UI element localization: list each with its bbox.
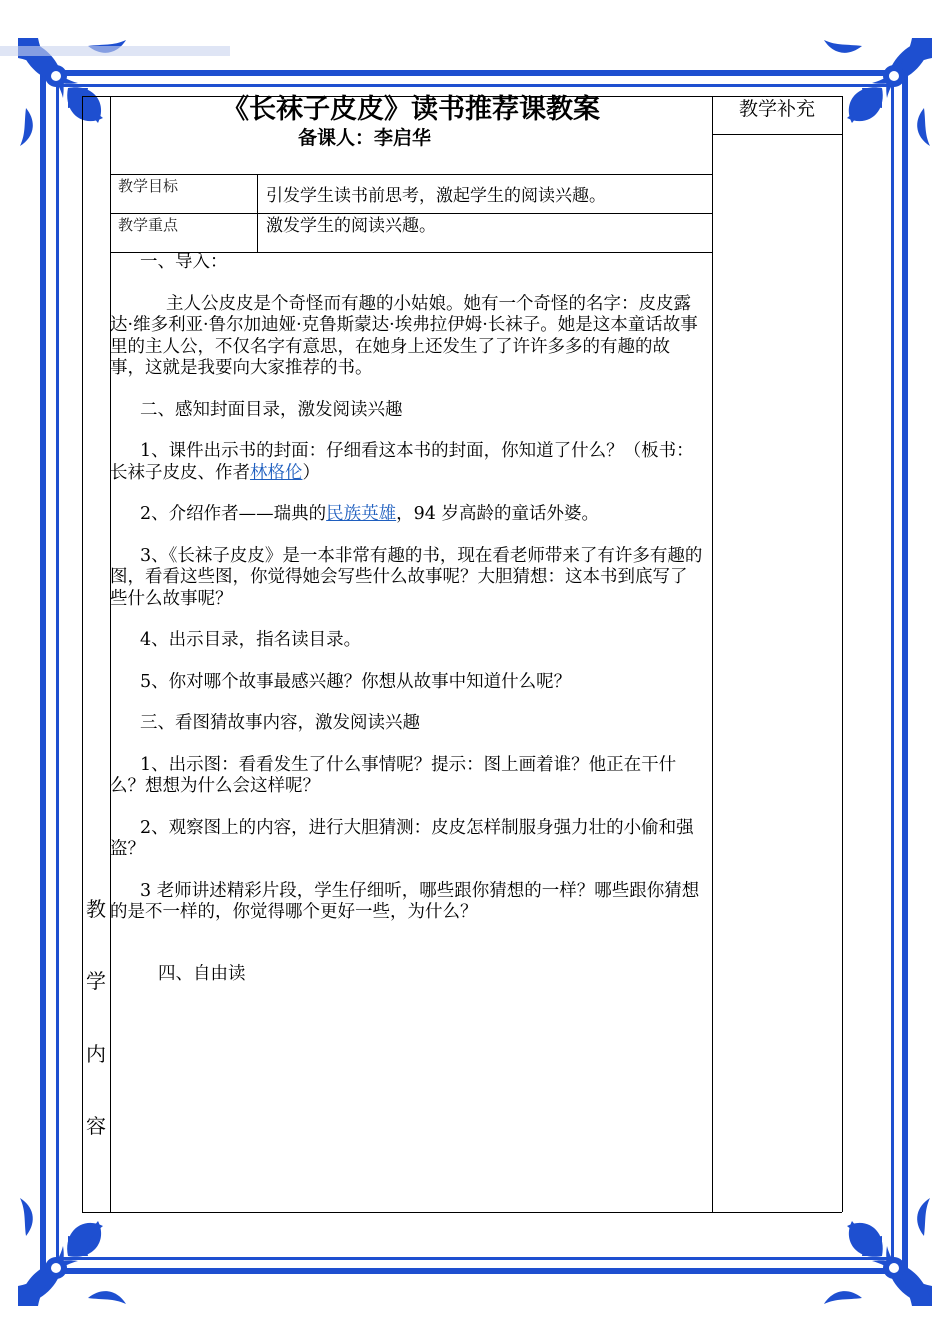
section-2-item-4: 4、出示目录，指名读目录。 [140, 630, 362, 650]
section-2-item-2-text: 2、介绍作者——瑞典的 [140, 504, 327, 524]
section-4-heading: 四、自由读 [158, 963, 246, 984]
side-column-header: 教学补充 [738, 98, 815, 120]
author-link[interactable]: 林格伦 [250, 462, 303, 483]
focus-value: 激发学生的阅读兴趣。 [266, 216, 436, 236]
section-1-body: 主人公皮皮是个奇怪而有趣的小姑娘。她有一个奇怪的名字：皮皮露达·维多利亚·鲁尔加迪娅·克鲁斯蒙达·埃弗拉伊姆·长袜子。她是这本童话故事里的主人公，不仅名字有意思，在她身上还发生了了许许多多的有趣的故事，这就是我要向大家推荐的书。 [110, 293, 698, 378]
vertical-label-char-4: 容 [86, 1114, 106, 1138]
row-divider-1 [110, 174, 712, 175]
section-2-item-5: 5、你对哪个故事最感兴趣？你想从故事中知道什么呢？ [140, 671, 572, 692]
section-3-heading: 三、看图猜故事内容，激发阅读兴趣 [140, 713, 420, 733]
section-1-heading: 一、导入： [140, 252, 228, 272]
section-3-item-1: 1、出示图：看看发生了什么事情呢？提示：图上画着谁？他正在干什么？想想为什么会这样呢？ [110, 754, 677, 796]
section-2-item-2 [110, 504, 704, 526]
goal-value: 引发学生读书前思考，激起学生的阅读兴趣。 [266, 186, 606, 206]
section-2-item-1-tail: ） [302, 462, 320, 483]
table-border-right [842, 96, 843, 1212]
section-2-item-2-tail: ，94 岁高龄的童话外婆。 [396, 504, 599, 524]
row-divider-2 [110, 213, 712, 214]
side-header-underline [712, 134, 842, 135]
section-2-heading: 二、感知封面目录，激发阅读兴趣 [140, 399, 403, 420]
section-2-item-1-text: 1、课件出示书的封面：仔细看这本书的封面，你知道了什么？（板书：长袜子皮皮、作者 [110, 441, 694, 483]
focus-label: 教学重点 [118, 216, 179, 234]
preparer-line: 备课人：李启华 [298, 127, 432, 149]
lesson-content [110, 252, 704, 985]
vertical-label-char-3: 内 [86, 1042, 106, 1066]
section-3-item-3: 3 老师讲述精彩片段，学生仔细听，哪些跟你猜想的一样？哪些跟你猜想的是不一样的，你觉得哪个更好一些，为什么？ [110, 880, 700, 922]
section-2-item-3: 3、《长袜子皮皮》是一本非常有趣的书，现在看老师带来了有许多有趣的图，看看这些图，你觉得她会写些什么故事呢？大胆猜想：这本书到底写了些什么故事呢？ [110, 545, 703, 609]
vertical-label-char-1: 教 [86, 897, 106, 921]
vertical-label-char-2: 学 [86, 969, 106, 993]
label-column-divider [257, 174, 258, 252]
national-hero-link[interactable]: 民族英雄 [326, 504, 397, 524]
table-border-bottom [82, 1212, 842, 1213]
goal-label: 教学目标 [118, 177, 179, 195]
section-3-item-2: 2、观察图上的内容，进行大胆猜测：皮皮怎样制服身强力壮的小偷和强盗？ [110, 817, 694, 859]
table-divider-side-column [712, 96, 713, 1212]
document-title: 《长袜子皮皮》读书推荐课教案 [222, 94, 600, 125]
section-2-item-1 [110, 441, 704, 484]
